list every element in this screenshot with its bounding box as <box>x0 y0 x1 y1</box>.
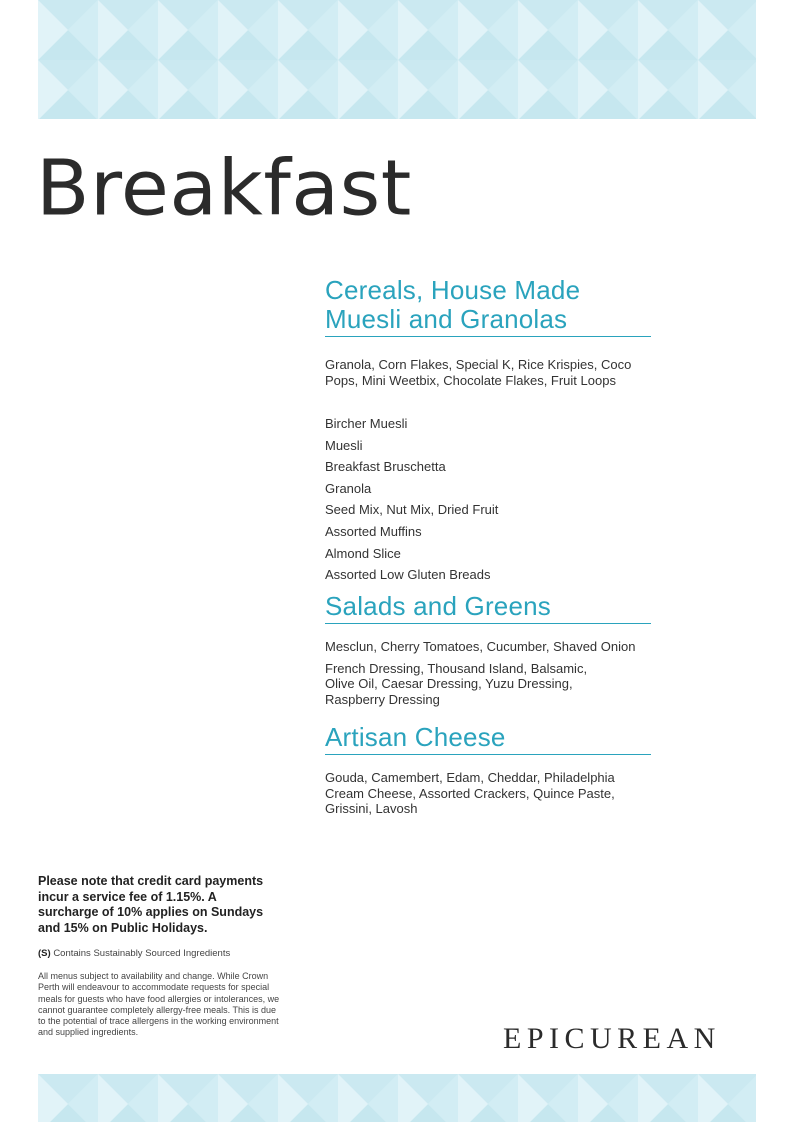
menu-item: Granola <box>325 480 372 496</box>
menu-item: Granola, Corn Flakes, Special K, Rice Krispies, Coco Pops, Mini Weetbix, Chocolate Flakes, Fruit Loops <box>325 357 632 388</box>
section-heading: Artisan Cheese <box>325 723 651 755</box>
disclaimer: All menus subject to availability and change. While Crown Perth will endeavour to accommodate requests for special meals for guests who have food allergies or intolerances, we cannot guarantee completely allergy-free meals. This is due to the potential of trace allergens in the working environment and supplied ingredients. <box>38 971 280 1038</box>
section-cereals <box>325 276 651 589</box>
legend-text: Contains Sustainably Sourced Ingredients <box>53 948 231 959</box>
menu-item: French Dressing, Thousand Island, Balsamic, Olive Oil, Caesar Dressing, Yuzu Dressing, Raspberry Dressing <box>325 660 588 707</box>
geometric-pattern <box>38 1074 756 1122</box>
section-cheese <box>325 723 651 817</box>
menu-item: Mesclun, Cherry Tomatoes, Cucumber, Shaved Onion <box>325 639 636 654</box>
menu-item: Assorted Low Gluten Breads <box>325 567 491 583</box>
menu-item: Muesli <box>325 437 363 453</box>
menu-item: Seed Mix, Nut Mix, Dried Fruit <box>325 502 499 518</box>
menu-item: Breakfast Bruschetta <box>325 459 446 475</box>
section-heading: Cereals, House Made Muesli and Granolas <box>325 276 651 337</box>
geometric-pattern <box>38 0 756 119</box>
menu-item: Assorted Muffins <box>325 523 422 539</box>
page-title: Breakfast <box>36 144 412 234</box>
section-heading: Salads and Greens <box>325 592 651 624</box>
brand-logo: EPICUREAN <box>503 1022 721 1055</box>
section-salads <box>325 592 651 707</box>
menu-item: Bircher Muesli <box>325 416 408 431</box>
menu-item: Almond Slice <box>325 545 401 561</box>
menu-item: Gouda, Camembert, Edam, Cheddar, Philadelphia Cream Cheese, Assorted Crackers, Quince Paste, Grissini, Lavosh <box>325 770 615 816</box>
legend <box>38 948 230 959</box>
top-pattern-banner <box>38 0 756 119</box>
bottom-pattern-banner <box>38 1074 756 1122</box>
surcharge-notice: Please note that credit card payments incur a service fee of 1.15%. A surcharge of 10% applies on Sundays and 15% on Public Holidays. <box>38 874 264 935</box>
legend-code: (S) <box>38 948 51 959</box>
